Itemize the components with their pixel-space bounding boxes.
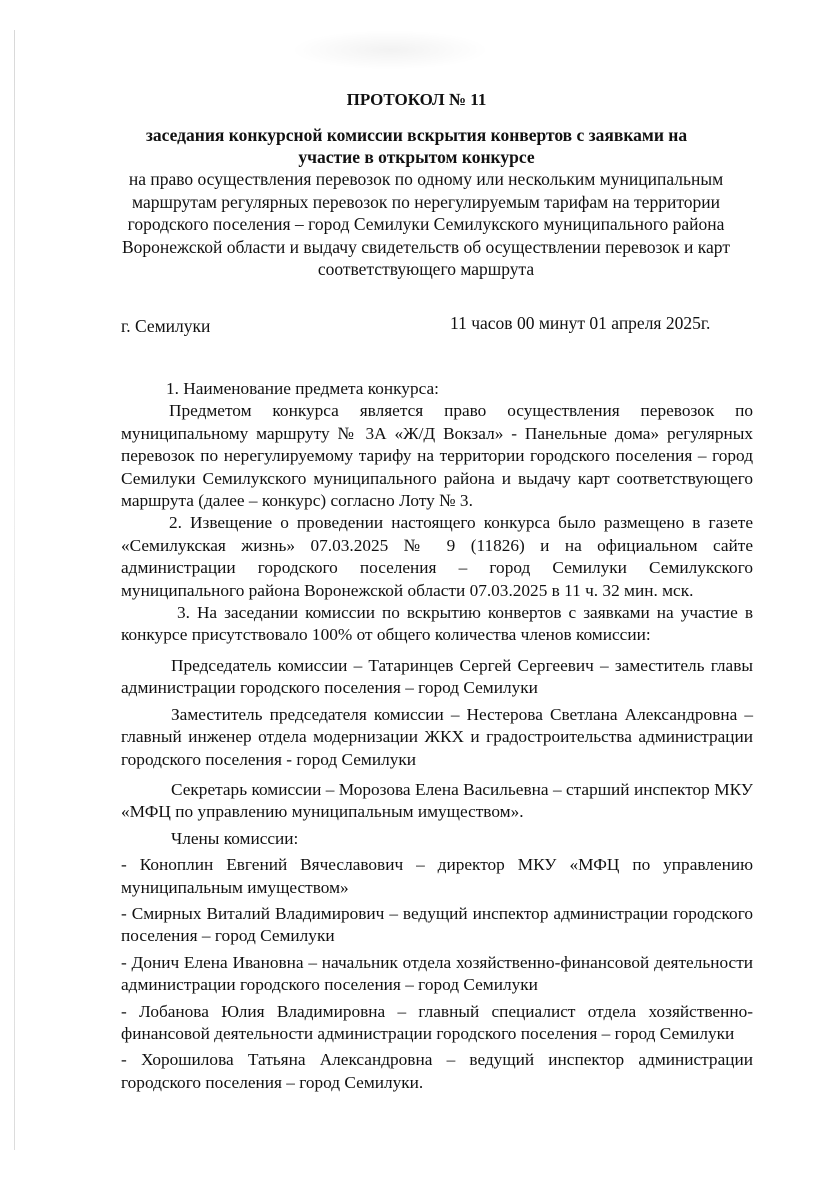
item1-heading: 1. Наименование предмета конкурса: (166, 379, 439, 398)
document-description: на право осуществления перевозок по одному или нескольким муниципальным маршрутам регулярных перевозок по нерегулируемым тарифам на территории городского поселения – город Семилуки Семилукского муниципального района Воронежской области и выдачу свидетельств об осуществлении перевозок и карт соответствующего маршрута (122, 169, 730, 279)
scan-bleed (290, 30, 490, 70)
secretary: Секретарь комиссии – Морозова Елена Васильевна – старший инспектор МКУ «МФЦ по управлению муниципальным имуществом». (121, 779, 753, 822)
member-item: - Донич Елена Ивановна – начальник отдела хозяйственно-финансовой деятельности администрации городского поселения – город Семилуки (121, 952, 753, 995)
datetime: 11 часов 00 минут 01 апреля 2025г. (450, 313, 711, 333)
member-item: - Коноплин Евгений Вячеславович – директор МКУ «МФЦ по управлению муниципальным имуществом» (121, 855, 753, 897)
item2-text: 2. Извещение о проведении настоящего конкурса было размещено в газете «Семилукская жизнь» 07.03.2025 № 9 (11826) и на официальном сайте администрации городского поселения – город Семилуки Семилукского муниципального района Воронежской области 07.03.2025 в 11 ч. 32 мин. мск. (121, 513, 753, 600)
chairman: Председатель комиссии – Татаринцев Сергей Сергеевич – заместитель главы администрации городского поселения – город Семилуки (121, 655, 753, 698)
item1-text: Предметом конкурса является право осуществления перевозок по муниципальному маршруту № 3А «Ж/Д Вокзал» - Панельные дома» регулярных перевозок по нерегулируемому тарифу на территории городского поселения – город Семилуки Семилукского муниципального района и выдачу карт соответствующего маршрута (далее – конкурс) согласно Лоту № 3. (121, 401, 753, 511)
document-subtitle: заседания конкурсной комиссии вскрытия конвертов с заявками на участие в открытом конкурсе (145, 125, 688, 167)
member-item: - Смирных Виталий Владимирович – ведущий инспектор администрации городского поселения – город Семилуки (121, 903, 753, 946)
scan-edge (14, 30, 15, 1150)
document-title: ПРОТОКОЛ № 11 (346, 90, 487, 109)
members-heading: Члены комиссии: (171, 828, 299, 848)
protocol-body (121, 378, 753, 1094)
place: г. Семилуки (121, 316, 211, 336)
member-item: - Хорошилова Татьяна Александровна – ведущий инспектор администрации городского поселения – город Семилуки. (121, 1050, 753, 1092)
member-item: - Лобанова Юлия Владимировна – главный специалист отдела хозяйственно-финансовой деятельности администрации городского поселения – город Семилуки (121, 1001, 753, 1043)
deputy: Заместитель председателя комиссии – Нестерова Светлана Александровна – главный инженер отдела модернизации ЖКХ и градостроительства администрации городского поселения - город Семилуки (121, 704, 753, 769)
item3-text: 3. На заседании комиссии по вскрытию конвертов с заявками на участие в конкурсе присутствовало 100% от общего количества членов комиссии: (121, 603, 753, 645)
